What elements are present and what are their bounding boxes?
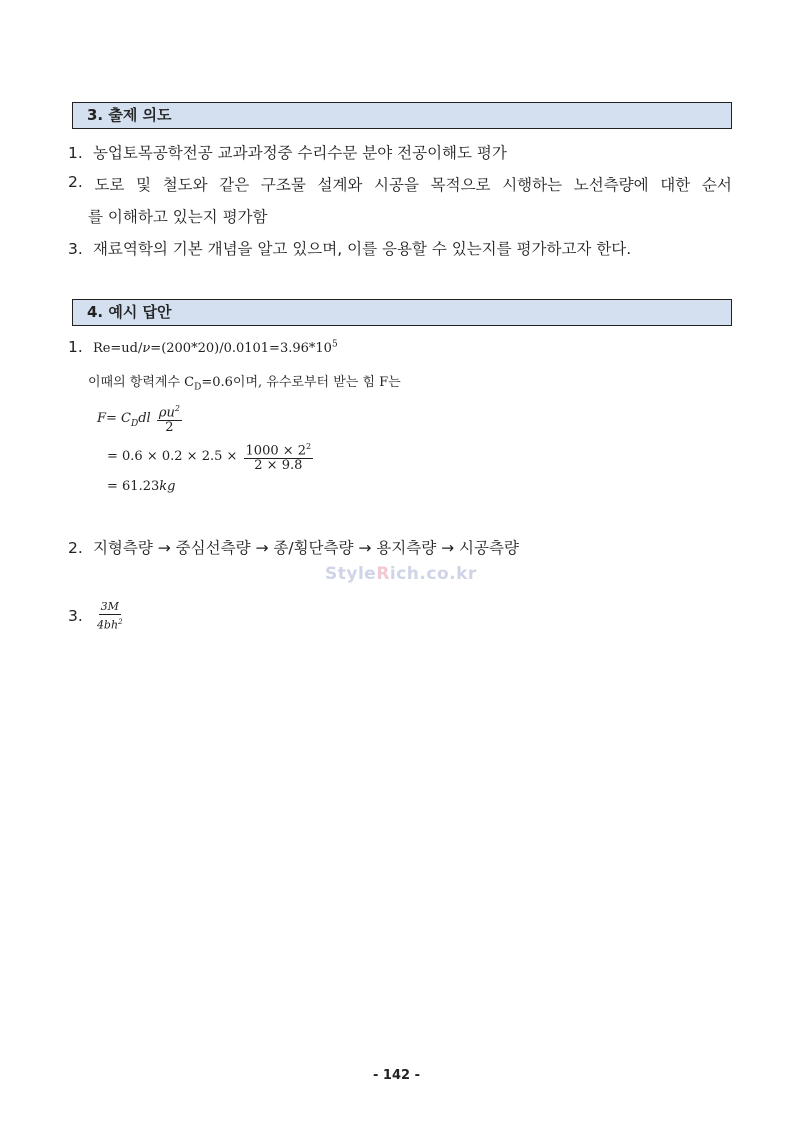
answer-1-line1 — [68, 338, 338, 356]
answer-1-num: 1. — [68, 338, 83, 356]
intent-item-3-text: 재료역학의 기본 개념을 알고 있으며, 이를 응용할 수 있는지를 평가하고자 한다. — [92, 240, 632, 258]
intent-item-2-num: 2. — [68, 173, 83, 191]
intent-word: 시행하는 — [502, 176, 563, 194]
eq1-lhs: F= C — [97, 411, 131, 427]
intent-word: 노선측량에 — [573, 176, 649, 194]
section-4-header — [72, 299, 732, 326]
intent-word: 순서 — [701, 176, 732, 194]
intent-word: 목적으로 — [430, 176, 491, 194]
intent-item-3 — [68, 237, 631, 259]
eq3-unit: kg — [159, 479, 176, 494]
answer-3-num: 3. — [68, 606, 83, 625]
drag-post: =0.6이며, 유수로부터 받는 힘 F는 — [201, 375, 401, 390]
eq1-num-text: ρu — [158, 405, 175, 421]
drag-pre: 이때의 항력계수 C — [88, 375, 195, 390]
answer-3-den-exp: 2 — [118, 618, 123, 626]
answer-3-numerator: 3M — [100, 600, 119, 613]
intent-word: 구조물 — [260, 176, 306, 194]
eq1-fraction — [157, 402, 182, 435]
watermark-post: ich.co.kr — [389, 564, 477, 584]
intent-item-1-num: 1. — [68, 144, 83, 162]
watermark-hl: R — [376, 564, 390, 584]
intent-item-2-line — [68, 173, 732, 195]
eq1-denominator: 2 — [165, 420, 174, 436]
section-3-title: 3. 출제 의도 — [87, 106, 172, 124]
eq2-denominator: 2 × 9.8 — [254, 458, 303, 474]
intent-word: 및 — [136, 176, 152, 194]
section-3-header — [72, 102, 732, 129]
watermark-logo — [325, 564, 477, 584]
intent-word: 철도와 — [162, 176, 208, 194]
eq2-num-exp: 2 — [306, 442, 312, 451]
intent-item-1 — [68, 141, 507, 163]
re-post: =(200*20)/0.0101=3.96*10 — [150, 341, 332, 356]
intent-word: 설계와 — [317, 176, 363, 194]
equation-1 — [97, 402, 184, 435]
answer-3-den-text: 4bh — [96, 618, 119, 632]
re-nu: ν — [142, 341, 151, 356]
eq3-value: = 61.23 — [107, 479, 160, 494]
intent-item-2-cont: 를 이해하고 있는지 평가함 — [88, 208, 268, 226]
eq2-fraction — [244, 440, 314, 473]
intent-item-1-text: 농업토목공학전공 교과과정중 수리수문 분야 전공이해도 평가 — [92, 144, 507, 162]
answer-2-text: 지형측량 → 중심선측량 → 종/횡단측량 → 용지측량 → 시공측량 — [92, 539, 519, 557]
eq1-sub: D — [131, 418, 139, 429]
reynolds-equation — [93, 341, 338, 356]
eq2-num-text: 1000 × 2 — [245, 443, 307, 459]
eq1-num-exp: 2 — [174, 404, 180, 413]
watermark-pre: Style — [325, 564, 377, 584]
intent-item-2 — [68, 173, 732, 195]
answer-3-denominator — [95, 615, 125, 633]
answer-3-fraction — [95, 600, 125, 633]
eq1-dl: dl — [138, 411, 151, 427]
intent-word: 같은 — [219, 176, 250, 194]
section-4-title: 4. 예시 답안 — [87, 303, 172, 321]
answer-2-num: 2. — [68, 539, 83, 557]
intent-word: 도로 — [94, 176, 125, 194]
answer-3 — [68, 600, 127, 633]
answer-1-line2 — [88, 371, 401, 393]
intent-word: 시공을 — [374, 176, 419, 194]
eq2-pre: = 0.6 × 0.2 × 2.5 × — [107, 449, 238, 465]
page-number: - 142 - — [373, 1068, 420, 1083]
eq1-numerator — [157, 402, 182, 421]
intent-word: 대한 — [660, 176, 691, 194]
eq2-numerator — [244, 440, 314, 459]
re-exp: 5 — [331, 339, 338, 350]
intent-item-3-num: 3. — [68, 240, 83, 258]
equation-3 — [107, 479, 175, 494]
answer-2 — [68, 536, 519, 558]
equation-2 — [107, 440, 315, 473]
re-pre: Re=ud/ — [92, 341, 143, 356]
drag-sub: D — [194, 382, 202, 393]
